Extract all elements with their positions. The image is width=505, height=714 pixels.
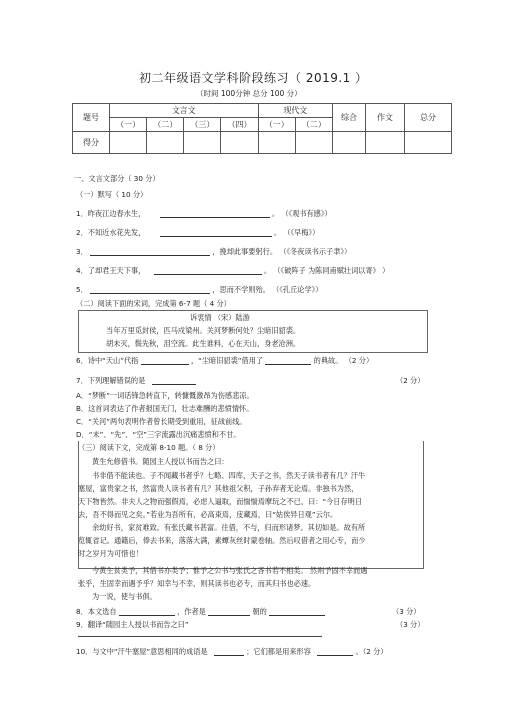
answer-blank[interactable] <box>154 266 262 275</box>
option-d[interactable]: D．“未”、“先”、“空”三字流露出沉痛悲愤和不甘。 <box>76 430 241 439</box>
q6-text-b: ，“尘暗旧貂裘”借用了 <box>190 356 264 365</box>
score-header-label: 题号 <box>73 104 110 132</box>
q8-text: 8．本文选自 <box>76 607 117 616</box>
page-title: 初二年级语文学科阶段练习（ 2019.1 ） <box>139 71 368 85</box>
score-cell[interactable] <box>258 132 295 154</box>
passage-line: 书非借不能读也。子不闻藏书者乎？七略、四库，天子之书，然天子读书者有几？汗牛 <box>92 471 366 480</box>
q7-text: 7．下列理解错误的是 <box>76 376 146 385</box>
question-2 <box>76 228 319 237</box>
question-10 <box>76 647 388 656</box>
score-cell[interactable] <box>295 132 332 154</box>
score-cell[interactable] <box>110 132 147 154</box>
passage-line: 余幼好书，家贫难致。有张氏藏书甚富。往借，不与，归而形诸梦。其切如是。故有所 <box>92 523 366 532</box>
q1-source: 。 （《观书有感》） <box>271 209 332 218</box>
question-3 <box>76 247 351 256</box>
question-1 <box>76 209 332 218</box>
question-6 <box>76 356 373 365</box>
passage-line: 天下物皆然。非夫人之物而强假焉，必虑人逼取，而惴惴焉摩玩之不已，曰：“今日存明日 <box>78 497 363 506</box>
answer-line[interactable] <box>78 636 322 637</box>
question-4 <box>76 266 389 275</box>
part-heading: （三）阅读下文，完成第 8-10 题。（ 8 分） <box>78 443 220 452</box>
q5-text: ，思而不学则殆。 （《孔丘论学》） <box>212 285 323 294</box>
score-header-modern: 现代文 <box>258 104 332 118</box>
poem-line: 胡未灭，鬓先秋，泪空流。此生谁料，心在天山，身老沧洲。 <box>106 339 301 348</box>
option-b[interactable]: B．这首词表达了作者报国无门，壮志难酬的悲愤情怀。 <box>76 404 254 413</box>
q4-text: 4．了却君王天下事， <box>76 266 146 275</box>
score-cell[interactable] <box>405 132 452 154</box>
score-cell[interactable] <box>147 132 184 154</box>
q8-text-c: 朝的 <box>252 607 267 616</box>
passage-line: 张乎，生固幸而遇予乎？知幸与不幸，则其读书也必专，而其归书也必速。 <box>78 579 316 588</box>
answer-blank[interactable] <box>90 247 210 256</box>
q5-number: 5． <box>76 285 88 294</box>
q3-text: ，挽却此事要躬行。 （《冬夜读书示子聿》） <box>212 247 352 256</box>
q6-text: 6．诗中“天山”代指 <box>76 356 139 365</box>
score-cell[interactable] <box>221 132 258 154</box>
q10-text-c: 。（2 分） <box>355 647 388 656</box>
q8-text-b: ，作者是 <box>177 607 206 616</box>
score-subcol: （一） <box>110 118 147 132</box>
answer-blank[interactable] <box>160 228 272 237</box>
passage-line: 览辄省记。通籍后，俸去书来，落落大满，素蟫灰丝时蒙卷轴。然后叹借者之用心专，而少 <box>78 536 366 545</box>
q2-source: 。 （《早梅》） <box>273 228 320 237</box>
score-cell[interactable] <box>184 132 221 154</box>
passage-line: 时之岁月为可惜也！ <box>78 549 143 558</box>
option-c[interactable]: C．“关河”两句表明作者曾长期受到重用，征战前线。 <box>76 417 247 426</box>
part-heading: （二）阅读下面的宋词，完成第 6-7 题（ 4 分） <box>76 299 231 308</box>
answer-blank[interactable] <box>214 647 244 656</box>
score-header-comprehensive: 综合 <box>333 104 366 132</box>
score-subcol: （四） <box>221 118 258 132</box>
q10-text-b: ；它们都是用来形容 <box>246 647 311 656</box>
question-9: 9．翻译“随园主人授以书而告之曰” <box>76 620 189 629</box>
score-subcol: （一） <box>258 118 295 132</box>
passage-line: 为一说，使与书俱。 <box>92 592 157 601</box>
page-subtitle: （时间 100分钟 总分 100 分） <box>196 89 302 98</box>
section-heading: 一、文言文部分（ 30 分） <box>74 174 160 183</box>
answer-blank[interactable] <box>141 356 189 365</box>
option-a[interactable]: A．“梦断”一词话锋急转直下，转慷慨激昂为伤感悲凉。 <box>76 391 254 400</box>
answer-blank[interactable] <box>160 209 270 218</box>
score-cell[interactable] <box>366 132 405 154</box>
answer-blank[interactable] <box>152 376 196 385</box>
score-header-classical: 文言文 <box>110 104 259 118</box>
q8-points: （3 分） <box>392 607 421 616</box>
score-table <box>72 103 452 154</box>
q6-text-c: 的典故。 （2 分） <box>313 356 374 365</box>
question-8 <box>76 607 325 616</box>
q4-source: 。 （《破阵子 为陈同甫赋壮词以寄》 ） <box>263 266 390 275</box>
poem-title: 诉衷情 （宋）陆游 <box>190 313 250 322</box>
answer-blank[interactable] <box>317 647 353 656</box>
score-subcol: （二） <box>295 118 332 132</box>
q3-number: 3． <box>76 247 88 256</box>
passage-line: 今黄生贫类予，其借书亦类予；惟予之公书与张氏之吝书若不相类。 然则予固不幸而遇 <box>92 566 368 575</box>
answer-blank[interactable] <box>119 607 175 616</box>
score-row-label: 得分 <box>73 132 110 154</box>
score-subcol: （三） <box>184 118 221 132</box>
score-cell[interactable] <box>333 132 366 154</box>
poem-line: 当年万里觅封侯，匹马戍梁州。关河梦断何处？尘暗旧貂裘。 <box>106 326 301 335</box>
q1-text: 1．昨夜江边春水生， <box>76 209 146 218</box>
part-heading: （一）默写（ 10 分） <box>76 190 148 199</box>
q7-points: （2 分） <box>396 376 425 385</box>
score-header-essay: 作文 <box>366 104 405 132</box>
answer-blank[interactable] <box>208 607 250 616</box>
answer-blank[interactable] <box>265 356 311 365</box>
question-7 <box>76 376 196 385</box>
question-5 <box>76 285 322 294</box>
score-subcol: （二） <box>147 118 184 132</box>
score-header-total: 总分 <box>405 104 452 132</box>
answer-blank[interactable] <box>90 285 210 294</box>
q9-points: （3 分） <box>396 620 425 629</box>
q2-text: 2．不知近水花先发， <box>76 228 146 237</box>
passage-line: 去，吾不得而见之矣。”若业为吾所有，必高束焉，庋藏焉，曰“姑俟异日观”云尔。 <box>78 510 338 519</box>
passage-line: 塞屋，富贵家之书，然富贵人读书者有几？其他祖父积，子孙弃者无论焉。非独书为然， <box>78 484 359 493</box>
answer-blank[interactable] <box>269 607 325 616</box>
passage-line: 黄生允修借书。随园主人授以书而告之曰： <box>92 457 229 466</box>
q10-text: 10．与文中“汗牛塞屋”意思相同的成语是 <box>76 647 208 656</box>
